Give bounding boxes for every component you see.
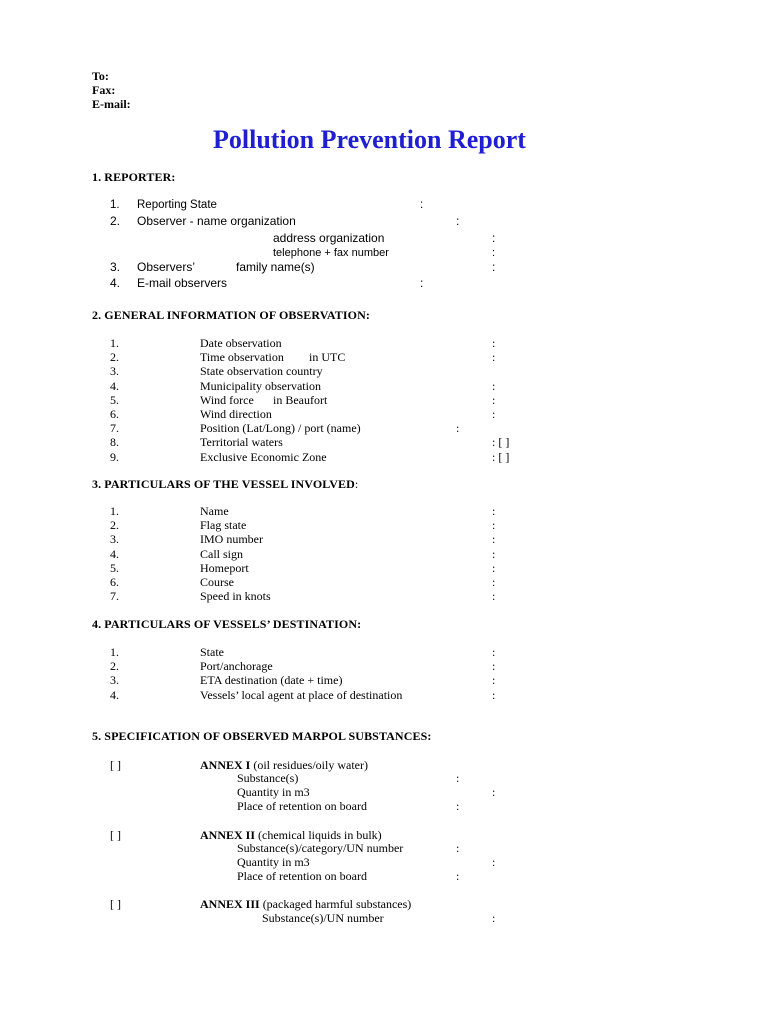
s1-row2-colon: : xyxy=(456,214,460,228)
s2-row8-colon: : [ ] xyxy=(492,435,510,450)
annex1-checkbox[interactable]: [ ] xyxy=(110,758,121,772)
s1-row3-label: address organization xyxy=(273,231,385,245)
s1-row5-colon: : xyxy=(492,260,496,274)
s1-row6-label: E-mail observers xyxy=(137,276,228,290)
s3-row6-colon: : xyxy=(492,575,496,589)
s3-row5-num: 5. xyxy=(110,560,119,575)
annex1-row1-label: Substance(s) xyxy=(237,771,299,785)
s3-row3-label: IMO number xyxy=(200,532,263,547)
s4-row4-colon: : xyxy=(492,687,496,702)
annex3-row1-colon: : xyxy=(492,911,496,925)
s3-row7-num: 7. xyxy=(110,589,119,604)
annex2-checkbox[interactable]: [ ] xyxy=(110,828,121,842)
annex2-row1-label: Substance(s)/category/UN number xyxy=(237,841,404,855)
to-label: To: xyxy=(92,69,109,83)
s2-row6-colon: : xyxy=(492,407,496,421)
s4-row2-label: Port/anchorage xyxy=(200,659,273,674)
annex3-name: ANNEX III xyxy=(200,897,260,911)
s2-row2-num: 2. xyxy=(110,350,119,365)
s2-row8-num: 8. xyxy=(110,435,119,450)
annex1-row3-label: Place of retention on board xyxy=(237,799,367,813)
annex1-row2-colon: : xyxy=(492,785,496,799)
s3-row3-num: 3. xyxy=(110,532,119,547)
s3-row7-label: Speed in knots xyxy=(200,589,271,604)
s4-row3-label: ETA destination (date + time) xyxy=(200,673,343,688)
annex1-row1-colon: : xyxy=(456,771,460,785)
s1-row2-label: Observer - name organization xyxy=(137,214,296,228)
section1-heading: 1. REPORTER: xyxy=(92,170,176,184)
s3-row2-colon: : xyxy=(492,518,496,533)
s2-row2-label: Time observation xyxy=(200,350,284,365)
s3-row2-label: Flag state xyxy=(200,518,247,533)
s2-row4-colon: : xyxy=(492,378,496,393)
s4-row1-label: State xyxy=(200,645,224,659)
s3-row6-num: 6. xyxy=(110,575,119,589)
annex2-name: ANNEX II xyxy=(200,828,256,842)
annex1-desc: (oil residues/oily water) xyxy=(253,758,368,772)
s3-row6-label: Course xyxy=(200,575,234,589)
annex2-row1-colon: : xyxy=(456,841,460,855)
annex2-title xyxy=(200,829,382,841)
s1-row1-label: Reporting State xyxy=(137,199,217,211)
annex1-row2-label: Quantity in m3 xyxy=(237,785,310,799)
annex1-row3-colon: : xyxy=(456,799,460,813)
email-label: E-mail: xyxy=(92,97,131,111)
s4-row2-colon: : xyxy=(492,659,496,674)
s1-row5-label: Observers’ xyxy=(137,260,196,274)
annex1-title xyxy=(200,759,368,771)
annex3-row1-label: Substance(s)/UN number xyxy=(262,911,384,925)
s4-row3-colon: : xyxy=(492,673,496,688)
s3-row3-colon: : xyxy=(492,532,496,547)
s2-row1-colon: : xyxy=(492,336,496,350)
s2-row7-num: 7. xyxy=(110,421,119,436)
s2-row9-num: 9. xyxy=(110,449,119,464)
s4-row1-colon: : xyxy=(492,645,496,659)
s1-row3-colon: : xyxy=(492,231,496,245)
s2-row2-colon: : xyxy=(492,350,496,365)
s4-row2-num: 2. xyxy=(110,659,119,674)
s4-row4-num: 4. xyxy=(110,687,119,702)
s3-row4-num: 4. xyxy=(110,546,119,561)
s4-row1-num: 1. xyxy=(110,645,119,659)
annex3-desc: (packaged harmful substances) xyxy=(262,897,412,911)
s1-row6-colon: : xyxy=(420,276,424,290)
s2-row6-label: Wind direction xyxy=(200,407,272,421)
s3-row1-colon: : xyxy=(492,504,496,518)
s1-row1-colon: : xyxy=(420,199,424,211)
s2-row9-label: Exclusive Economic Zone xyxy=(200,449,327,464)
annex2-row3-label: Place of retention on board xyxy=(237,869,367,883)
s2-row1-num: 1. xyxy=(110,336,119,350)
section2-heading: 2. GENERAL INFORMATION OF OBSERVATION: xyxy=(92,308,370,322)
annex1-name: ANNEX I xyxy=(200,758,251,772)
s3-row5-colon: : xyxy=(492,560,496,575)
s2-row6-num: 6. xyxy=(110,407,119,421)
annex2-desc: (chemical liquids in bulk) xyxy=(258,828,382,842)
s3-row7-colon: : xyxy=(492,589,496,604)
s1-row5-num: 3. xyxy=(110,260,121,274)
s1-row4-colon: : xyxy=(492,247,496,259)
s1-row1-num: 1. xyxy=(110,199,120,211)
s2-row7-label: Position (Lat/Long) / port (name) xyxy=(200,421,361,436)
s3-row5-label: Homeport xyxy=(200,560,249,575)
s1-row6-num: 4. xyxy=(110,276,121,290)
annex2-row3-colon: : xyxy=(456,869,460,883)
annex2-row2-colon: : xyxy=(492,855,496,869)
s1-row5-label2: family name(s) xyxy=(236,260,315,274)
s2-row8-label: Territorial waters xyxy=(200,435,283,450)
section3-heading xyxy=(92,478,358,490)
s3-row2-num: 2. xyxy=(110,518,119,533)
s2-row5-label2: in Beaufort xyxy=(273,392,328,407)
s2-row9-colon: : [ ] xyxy=(492,449,510,464)
s1-row2-num: 2. xyxy=(110,214,121,228)
section4-heading: 4. PARTICULARS OF VESSELS’ DESTINATION: xyxy=(92,617,362,631)
s2-row4-num: 4. xyxy=(110,378,119,393)
s3-row1-label: Name xyxy=(200,504,229,518)
s2-row1-label: Date observation xyxy=(200,336,282,350)
s2-row3-label: State observation country xyxy=(200,364,323,379)
s3-row4-colon: : xyxy=(492,546,496,561)
s2-row5-label: Wind force xyxy=(200,392,254,407)
s2-row2-label2: in UTC xyxy=(309,350,346,365)
s2-row3-num: 3. xyxy=(110,364,119,379)
s3-row4-label: Call sign xyxy=(200,546,244,561)
fax-label: Fax: xyxy=(92,83,116,97)
page-title: Pollution Prevention Report xyxy=(213,125,526,154)
s4-row4-label: Vessels’ local agent at place of destination xyxy=(200,687,403,702)
s4-row3-num: 3. xyxy=(110,673,119,688)
annex3-title xyxy=(200,898,411,910)
section3-heading-suffix: : xyxy=(354,477,359,491)
s2-row4-label: Municipality observation xyxy=(200,378,321,393)
s1-row4-label: telephone + fax number xyxy=(273,247,389,259)
annex3-checkbox[interactable]: [ ] xyxy=(110,897,121,911)
section5-heading: 5. SPECIFICATION OF OBSERVED MARPOL SUBSTANCES: xyxy=(92,729,432,743)
s2-row5-num: 5. xyxy=(110,392,119,407)
s2-row7-colon: : xyxy=(456,421,460,436)
s3-row1-num: 1. xyxy=(110,504,119,518)
section3-heading-text: 3. PARTICULARS OF THE VESSEL INVOLVED xyxy=(92,477,355,491)
annex2-row2-label: Quantity in m3 xyxy=(237,855,310,869)
s2-row5-colon: : xyxy=(492,392,496,407)
